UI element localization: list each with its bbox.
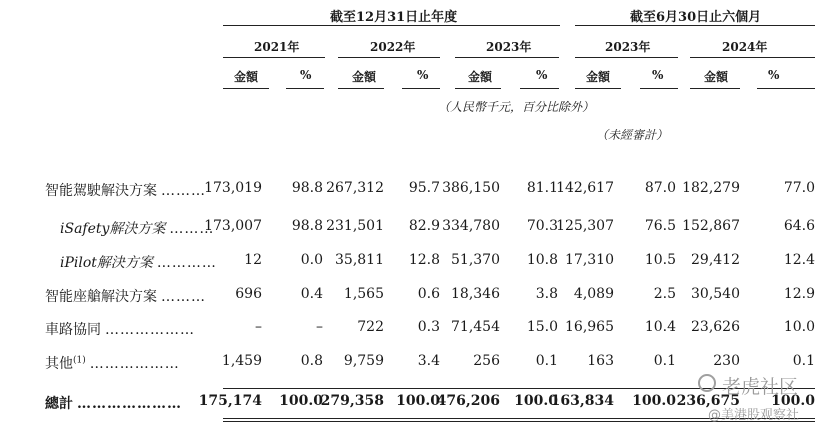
cell-percent: 98.8 <box>291 180 323 196</box>
col-rule-9 <box>690 88 740 89</box>
cell-amount: 696 <box>235 286 262 302</box>
row-label-text: 智能座艙解決方案 <box>45 289 157 305</box>
cell-percent: 12.9 <box>783 286 815 302</box>
cell-percent: 0.3 <box>417 319 440 335</box>
cell-percent: 100.0 <box>514 393 558 409</box>
cell-amount: 175,174 <box>198 393 262 409</box>
year-rule-2022 <box>338 57 440 58</box>
cell-percent: 82.9 <box>408 218 440 234</box>
cell-amount: 173,007 <box>204 218 262 234</box>
col-amount-2022: 金額 <box>352 70 377 84</box>
row-label <box>45 393 182 413</box>
cell-percent: 12.4 <box>783 252 815 268</box>
cell-amount: 23,626 <box>691 319 740 335</box>
cell-percent: 15.0 <box>526 319 558 335</box>
cell-amount: 12 <box>244 252 262 268</box>
col-rule-6 <box>520 88 559 89</box>
unit-note: （人民幣千元，百分比除外） <box>438 100 595 114</box>
cell-percent: 70.3 <box>526 218 558 234</box>
cell-percent: 100.0 <box>632 393 676 409</box>
cell-amount: 16,965 <box>565 319 614 335</box>
col-rule-2 <box>286 88 324 89</box>
header-group2-rule <box>575 25 815 26</box>
cell-percent: 2.5 <box>653 286 676 302</box>
cell-percent: 10.0 <box>783 319 815 335</box>
cell-amount: 230 <box>713 353 740 369</box>
year-rule-2023-h1 <box>575 57 678 58</box>
row-leader-dots: ……… <box>161 183 206 199</box>
cell-percent: 0.1 <box>792 353 815 369</box>
col-pct-2021: % <box>300 68 312 82</box>
cell-amount: 17,310 <box>565 252 614 268</box>
cell-percent: 0.8 <box>300 353 323 369</box>
cell-amount: 386,150 <box>442 180 500 196</box>
col-rule-4 <box>402 88 440 89</box>
row-label-text: 智能駕駛解決方案 <box>45 183 157 199</box>
cell-amount: 163,834 <box>550 393 614 409</box>
header-group1-rule <box>223 25 560 26</box>
cell-percent: 0.4 <box>300 286 323 302</box>
col-pct-2023-h1: % <box>652 68 664 82</box>
year-rule-2024-h1 <box>690 57 815 58</box>
row-leader-dots: ……… <box>169 221 215 237</box>
cell-amount: 182,279 <box>682 180 740 196</box>
cell-amount: 9,759 <box>343 353 384 369</box>
row-label-text: 總計 <box>45 396 73 412</box>
cell-percent: 3.8 <box>535 286 558 302</box>
row-label <box>45 353 180 373</box>
row-label-text: 其他 <box>45 356 73 372</box>
cell-percent: 10.5 <box>644 252 676 268</box>
cell-amount: 4,089 <box>573 286 614 302</box>
cell-percent: 10.4 <box>644 319 676 335</box>
cell-percent: 0.6 <box>417 286 440 302</box>
header-year-2024-h1: 2024年 <box>722 40 768 54</box>
col-amount-2023-h1: 金額 <box>586 70 611 84</box>
cell-amount: 1,459 <box>221 353 262 369</box>
cell-amount: 163 <box>587 353 614 369</box>
cell-amount: 334,780 <box>442 218 500 234</box>
header-group-year-end: 截至12月31日止年度 <box>330 10 458 25</box>
cell-amount: 267,312 <box>326 180 384 196</box>
cell-percent: 87.0 <box>644 180 676 196</box>
col-rule-1 <box>223 88 269 89</box>
col-amount-2021: 金額 <box>234 70 259 84</box>
cell-amount: 256 <box>473 353 500 369</box>
row-leader-dots: ……………… <box>89 356 180 372</box>
header-year-2022: 2022年 <box>370 40 416 54</box>
watermark-logo-icon <box>698 374 716 392</box>
cell-percent: – <box>316 319 323 335</box>
cell-amount: 29,412 <box>691 252 740 268</box>
cell-amount: 173,019 <box>204 180 262 196</box>
col-amount-2024-h1: 金額 <box>704 70 729 84</box>
unaudited-note: （未經審計） <box>596 128 669 142</box>
cell-percent: 95.7 <box>408 180 440 196</box>
cell-percent: 3.4 <box>417 353 440 369</box>
row-label-text: iPilot解決方案 <box>60 255 153 271</box>
cell-amount: 18,346 <box>451 286 500 302</box>
header-year-2023: 2023年 <box>486 40 532 54</box>
row-label-text: 車路協同 <box>45 322 101 338</box>
col-rule-7 <box>575 88 621 89</box>
cell-amount: 30,540 <box>691 286 740 302</box>
cell-percent: 98.8 <box>291 218 323 234</box>
col-rule-8 <box>640 88 678 89</box>
col-rule-5 <box>455 88 501 89</box>
cell-amount: 35,811 <box>335 252 384 268</box>
cell-amount: 722 <box>357 319 384 335</box>
cell-percent: 64.6 <box>783 218 815 234</box>
col-pct-2023: % <box>536 68 548 82</box>
cell-percent: 10.8 <box>526 252 558 268</box>
col-amount-2023: 金額 <box>468 70 493 84</box>
col-rule-3 <box>338 88 384 89</box>
row-label-text: iSafety解決方案 <box>60 221 166 237</box>
cell-percent: 76.5 <box>644 218 676 234</box>
header-group-six-months: 截至6月30日止六個月 <box>630 10 762 25</box>
cell-percent: 0.0 <box>300 252 323 268</box>
row-footnote-marker: (1) <box>73 355 86 366</box>
row-leader-dots: ……… <box>161 289 206 305</box>
cell-amount: 152,867 <box>682 218 740 234</box>
row-leader-dots: ………………… <box>77 396 182 412</box>
cell-percent: 12.8 <box>408 252 440 268</box>
cell-amount: – <box>255 319 262 335</box>
cell-amount: 125,307 <box>556 218 614 234</box>
cell-percent: 100.0 <box>279 393 323 409</box>
watermark-title: 老虎社区 <box>722 376 799 398</box>
cell-amount: 231,501 <box>326 218 384 234</box>
header-year-2023-h1: 2023年 <box>605 40 651 54</box>
year-rule-2021 <box>223 57 325 58</box>
cell-amount: 236,675 <box>676 393 740 409</box>
cell-amount: 476,206 <box>436 393 500 409</box>
col-rule-10 <box>757 88 815 89</box>
cell-percent: 0.1 <box>535 353 558 369</box>
header-year-2021: 2021年 <box>254 40 300 54</box>
cell-amount: 142,617 <box>556 180 614 196</box>
cell-percent: 100.0 <box>396 393 440 409</box>
cell-amount: 51,370 <box>451 252 500 268</box>
cell-percent: 81.1 <box>526 180 558 196</box>
cell-amount: 1,565 <box>343 286 384 302</box>
col-pct-2024-h1: % <box>768 68 780 82</box>
col-pct-2022: % <box>417 68 429 82</box>
cell-amount: 279,358 <box>320 393 384 409</box>
row-leader-dots: ………… <box>156 255 217 271</box>
row-leader-dots: ……………… <box>105 322 195 338</box>
watermark-handle: @美港股观察社 <box>708 408 800 423</box>
cell-percent: 0.1 <box>653 353 676 369</box>
cell-amount: 71,454 <box>451 319 500 335</box>
cell-percent: 77.0 <box>783 180 815 196</box>
cell-percent: 100.0 <box>771 393 815 409</box>
year-rule-2023 <box>455 57 559 58</box>
